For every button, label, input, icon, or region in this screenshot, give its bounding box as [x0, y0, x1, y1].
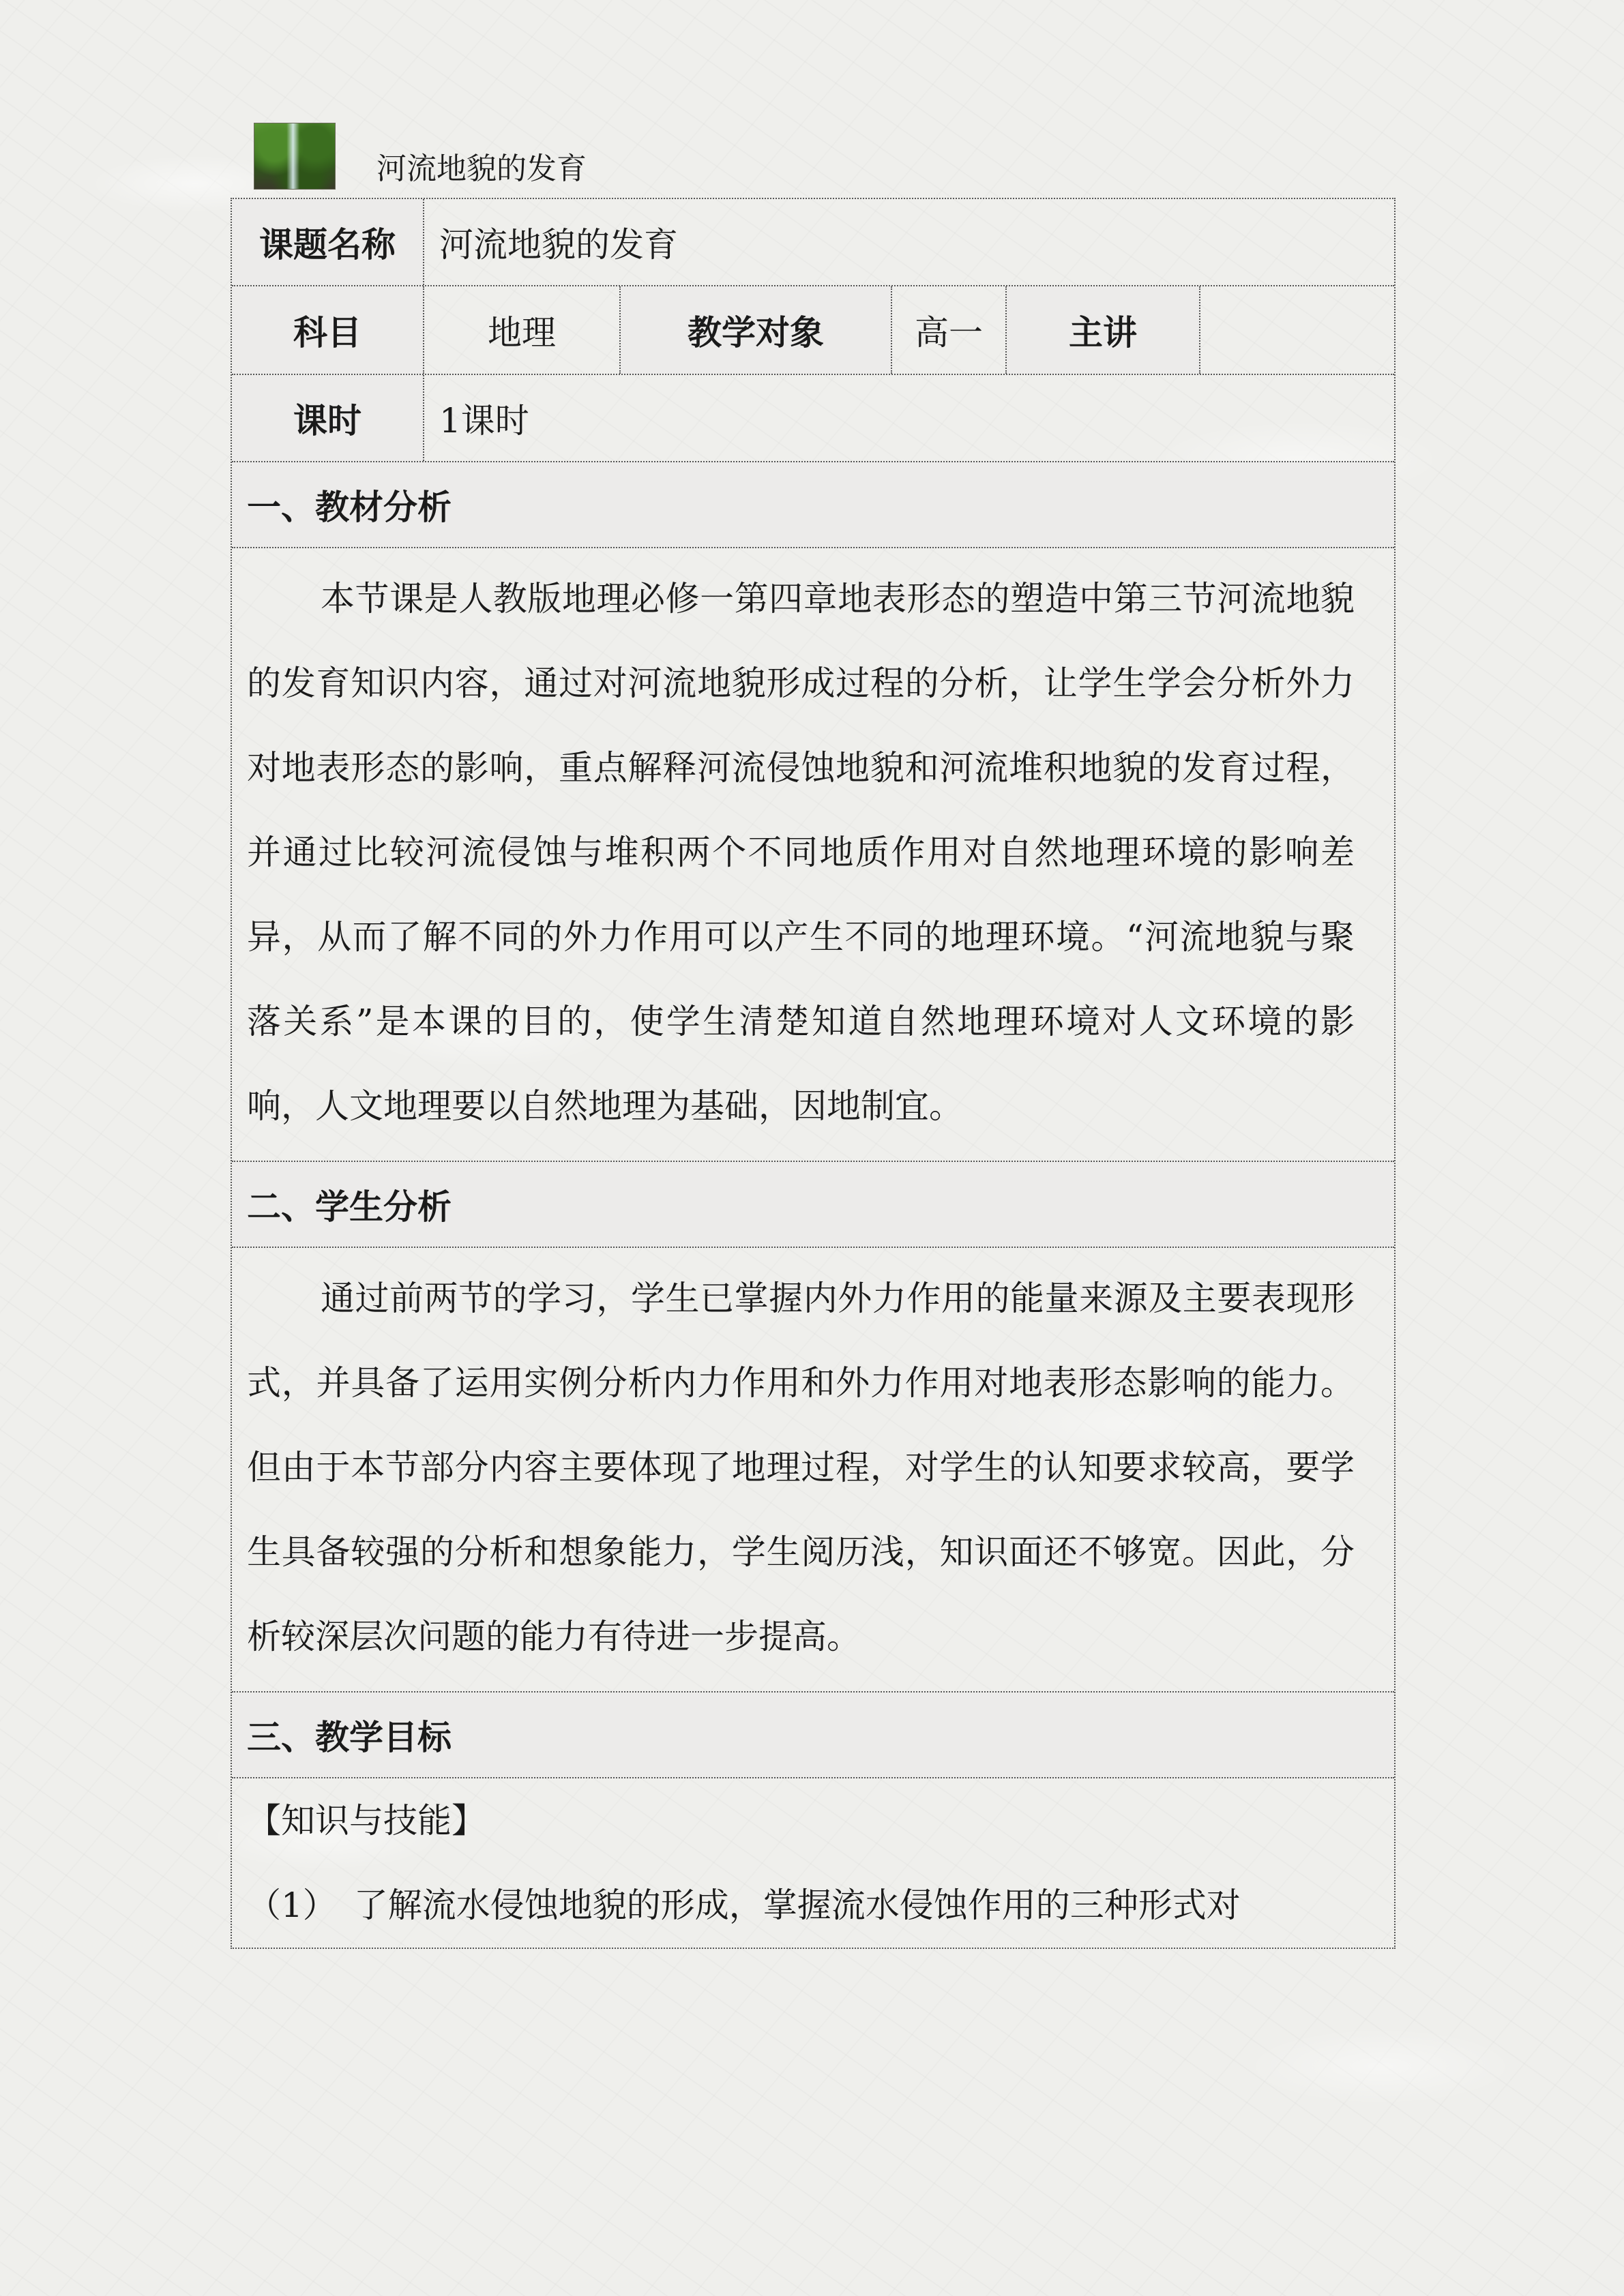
objectives-body	[232, 1778, 1394, 1948]
student-analysis-body: 通过前两节的学习，学生已掌握内外力作用的能量来源及主要表现形式，并具备了运用实例分析内力作用和外力作用对地表形态影响的能力。但由于本节部分内容主要体现了地理过程，对学生的认知要求较高，要学生具备较强的分析和想象能力，学生阅历浅，知识面还不够宽。因此，分析较深层次问题的能力有待进一步提高。	[232, 1248, 1394, 1693]
knowledge-skills-subheading: 【知识与技能】	[247, 1801, 486, 1840]
objective-item-1: （1） 了解流水侵蚀地貌的形成，掌握流水侵蚀作用的三种形式对	[247, 1885, 1241, 1925]
lecturer-value	[1200, 286, 1394, 374]
section-header-textbook: 一、教材分析	[232, 462, 1394, 548]
subject-label: 科目	[232, 286, 424, 374]
hours-label: 课时	[232, 375, 424, 461]
lecturer-label: 主讲	[1007, 286, 1200, 374]
hours-row	[232, 375, 1394, 462]
section-header-students: 二、学生分析	[232, 1162, 1394, 1248]
topic-row	[232, 199, 1394, 286]
header-title: 河流地貌的发育	[377, 151, 587, 186]
audience-label: 教学对象	[621, 286, 892, 374]
subject-row	[232, 286, 1394, 375]
audience-value: 高一	[892, 286, 1007, 374]
section-header-objectives: 三、教学目标	[232, 1693, 1394, 1778]
topic-value: 河流地貌的发育	[439, 225, 678, 265]
hours-value: 1课时	[439, 401, 529, 441]
topic-label: 课题名称	[232, 199, 424, 285]
subject-value: 地理	[424, 286, 621, 374]
textbook-analysis-body: 本节课是人教版地理必修一第四章地表形态的塑造中第三节河流地貌的发育知识内容，通过对河流地貌形成过程的分析，让学生学会分析外力对地表形态的影响，重点解释河流侵蚀地貌和河流堆积地貌的发育过程，并通过比较河流侵蚀与堆积两个不同地质作用对自然地理环境的影响差异，从而了解不同的外力作用可以产生不同的地理环境。“河流地貌与聚落关系”是本课的目的，使学生清楚知道自然地理环境对人文环境的影响，人文地理要以自然地理为基础，因地制宜。	[232, 548, 1394, 1162]
waterfall-image	[254, 123, 336, 190]
lesson-plan-table	[231, 198, 1396, 1949]
